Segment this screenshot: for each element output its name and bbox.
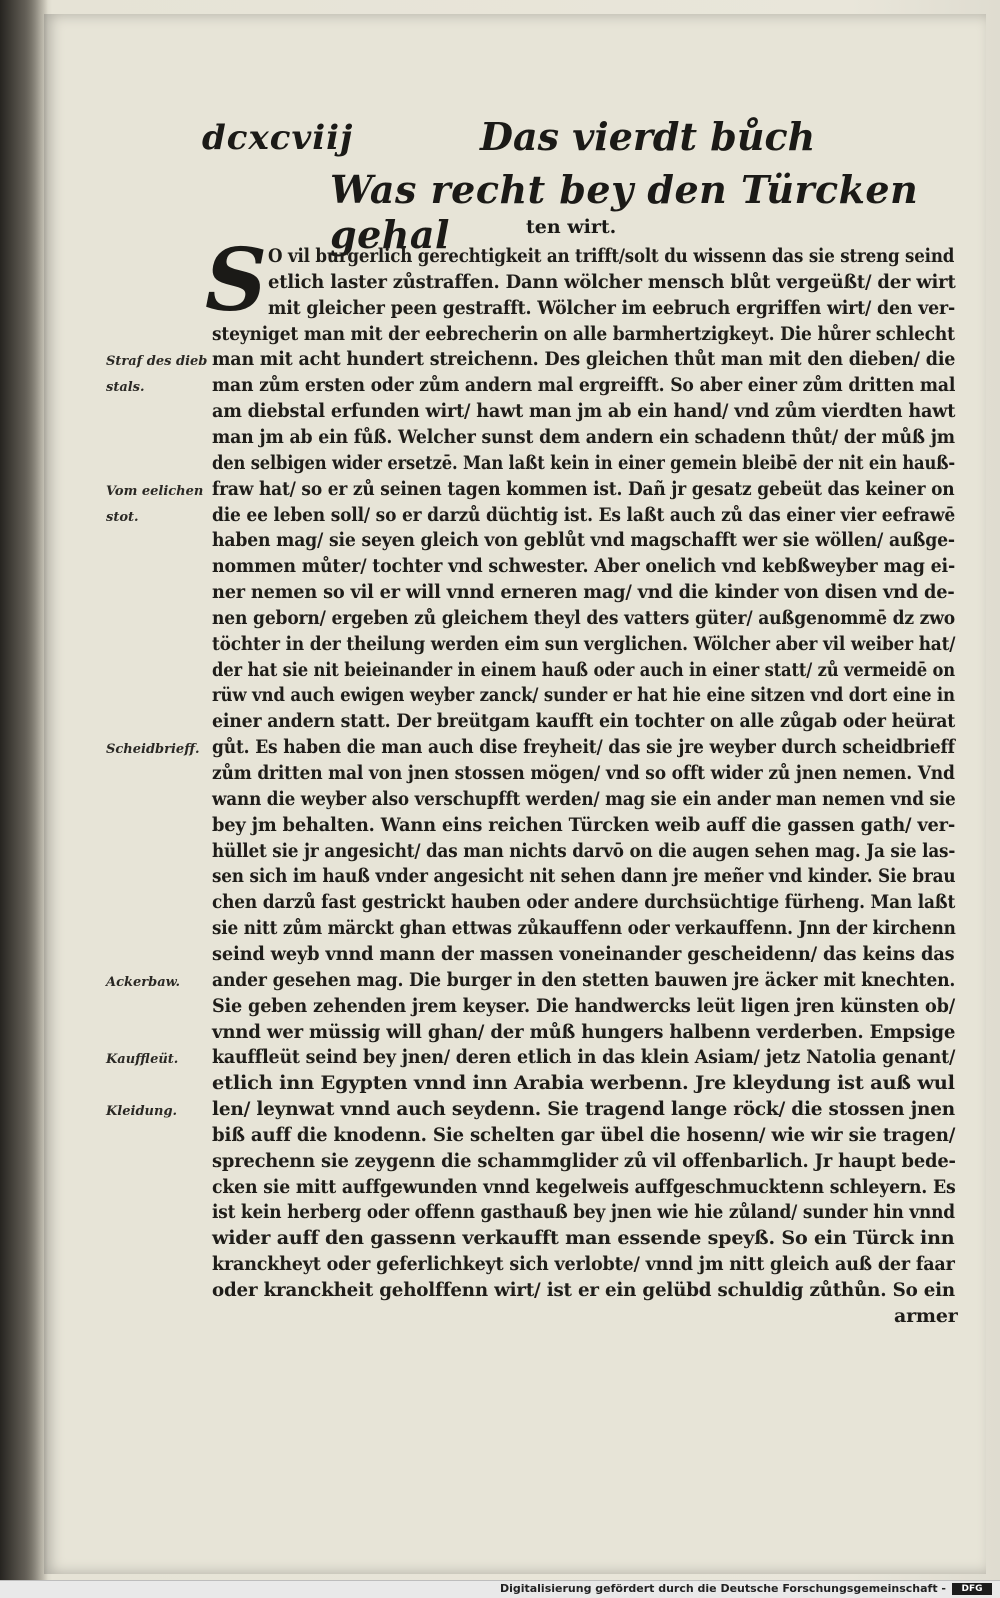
- body-line: etlich laster zůstraffen. Dann wölcher mensch blůt vergeüßt/ der wirt: [268, 270, 956, 293]
- body-line: sie nitt zům märckt ghan ettwas zůkauffenn oder verkauffenn. Jnn der kirchenn: [212, 917, 956, 940]
- body-line: die ee leben soll/ so er darzů düchtig ist. Es laßt auch zů das einer vier eefrawē: [212, 503, 955, 526]
- body-line: mit gleicher peen gestrafft. Wölcher im eebruch ergriffen wirt/ den ver-: [268, 296, 956, 319]
- body-line: sen sich im hauß vnder angesicht nit sehen dann jre meñer vnd kinder. Sie brau: [212, 865, 956, 888]
- body-line: O vil burgerlich gerechtigkeit an trifft/solt du wissenn das sie streng seind: [268, 245, 955, 267]
- body-line: haben mag/ sie seyen gleich von geblůt vnd magschafft wer sie wöllen/ außge-: [212, 529, 955, 552]
- marginal-note: Kleidung.: [106, 1104, 178, 1120]
- body-line: hüllet sie jr angesicht/ das man nichts darvō on die augen sehen mag. Ja sie las-: [212, 839, 956, 862]
- body-line: den selbigen wider ersetzē. Man laßt kein in einer gemein bleibē der nit ein hauß-: [212, 451, 956, 474]
- marginal-note: Scheidbrieff.: [106, 742, 200, 758]
- body-line: steyniget man mit der eebrecherin on alle barmhertzigkeyt. Die hůrer schlecht: [212, 322, 955, 345]
- body-line: man zům ersten oder zům andern mal ergreifft. So aber einer zům dritten mal: [212, 374, 956, 397]
- marginal-note: Ackerbaw.: [106, 974, 181, 990]
- body-line: seind weyb vnnd mann der massen voneinander gescheidenn/ das keins das: [212, 942, 955, 965]
- body-line: etlich inn Egypten vnnd inn Arabia werbenn. Jre kleydung ist auß wul: [212, 1072, 955, 1095]
- dfg-logo: DFG: [952, 1583, 992, 1595]
- body-line: cken sie mitt auffgewunden vnnd kegelweis auffgeschmucktenn schleyern. Es: [212, 1175, 956, 1198]
- body-line: am diebstal erfunden wirt/ hawt man jm ab ein hand/ vnd zům vierdten hawt: [212, 400, 956, 423]
- marginal-note: stot.: [106, 509, 139, 525]
- drop-cap: S: [205, 230, 268, 331]
- marginal-note: Straf des dieb: [106, 354, 208, 370]
- body-line: len/ leynwat vnnd auch seydenn. Sie tragend lange röck/ die stossen jnen: [212, 1098, 956, 1121]
- body-line: armer: [894, 1304, 958, 1327]
- body-line: fraw hat/ so er zů seinen tagen kommen ist. Dañ jr gesatz gebeüt das keiner on: [212, 477, 955, 500]
- body-line: man jm ab ein fůß. Welcher sunst dem andern ein schadenn thůt/ der můß jm: [212, 425, 955, 448]
- chapter-title-line-2: ten wirt.: [526, 216, 617, 238]
- folio-number: dcxcviij: [202, 118, 354, 158]
- body-line: sprechenn sie zeygenn die schammglider zů vil offenbarlich. Jr haupt bede-: [212, 1149, 956, 1172]
- running-head: Das vierdt bůch: [480, 114, 816, 159]
- footer-credit: Digitalisierung gefördert durch die Deutsche Forschungsgemeinschaft -: [499, 1582, 946, 1595]
- body-line: vnnd wer müssig will ghan/ der můß hungers halbenn verderben. Empsige: [212, 1020, 956, 1043]
- body-line: wann die weyber also verschupfft werden/ mag sie ein ander man nemen vnd sie: [212, 787, 956, 810]
- chapter-title-line-1: Was recht bey den Türcken gehal: [330, 167, 919, 257]
- body-line: Sie geben zehenden jrem keyser. Die handwercks leüt ligen jren künsten ob/: [212, 994, 955, 1017]
- body-line: rüw vnd auch ewigen weyber zanck/ sunder er hat hie eine sitzen vnd dort eine in: [212, 684, 955, 707]
- body-line: biß auff die knodenn. Sie schelten gar übel die hosenn/ wie wir sie tragen/: [212, 1123, 956, 1146]
- footer-bar: [0, 1580, 1000, 1598]
- marginal-note: Kauffleüt.: [106, 1052, 179, 1068]
- body-line: ner nemen so vil er will vnnd erneren mag/ vnd die kinder von disen vnd de-: [212, 581, 955, 604]
- marginal-note: Vom eelichen: [106, 483, 204, 499]
- body-line: gůt. Es haben die man auch dise freyheit/ das sie jre weyber durch scheidbrieff: [212, 736, 955, 759]
- body-line: kauffleüt seind bey jnen/ deren etlich in das klein Asiam/ jetz Natolia genant/: [212, 1046, 956, 1069]
- body-line: nommen můter/ tochter vnd schwester. Aber onelich vnd kebßweyber mag ei-: [212, 555, 956, 578]
- body-line: ander gesehen mag. Die burger in den stetten bauwen jre äcker mit knechten.: [212, 968, 956, 991]
- book-spine-shadow: [0, 0, 48, 1580]
- body-line: ist kein herberg oder offenn gasthauß bey jnen wie hie zůland/ sunder hin vnnd: [212, 1201, 955, 1224]
- body-line: oder kranckheit geholffenn wirt/ ist er ein gelübd schuldig zůthůn. So ein: [212, 1279, 955, 1301]
- body-line: chen darzů fast gestrickt hauben oder andere durchsüchtige fürheng. Man laßt: [212, 891, 956, 914]
- body-line: töchter in der theilung werden eim sun verglichen. Wölcher aber vil weiber hat/: [212, 632, 956, 655]
- body-line: einer andern statt. Der breütgam kaufft ein tochter on alle zůgab oder heürat: [212, 710, 956, 733]
- body-line: der hat sie nit beieinander in einem hauß oder auch in einer statt/ zů vermeidē on: [212, 658, 956, 681]
- body-line: zům dritten mal von jnen stossen mögen/ vnd so offt wider zů jnen nemen. Vnd: [212, 762, 955, 784]
- body-line: man mit acht hundert streichenn. Des gleichen thůt man mit den dieben/ die: [212, 348, 956, 371]
- marginal-note: stals.: [106, 380, 145, 396]
- body-line: bey jm behalten. Wann eins reichen Türcken weib auff die gassen gath/ ver-: [212, 813, 956, 836]
- body-line: nen geborn/ ergeben zů gleichem theyl des vatters güter/ außgenommē dz zwo: [212, 606, 956, 629]
- body-line: wider auff den gassenn verkaufft man essende speyß. So ein Türck inn: [212, 1227, 955, 1250]
- body-line: kranckheyt oder geferlichkeyt sich verlobte/ vnnd jm nitt gleich auß der faar: [212, 1253, 955, 1276]
